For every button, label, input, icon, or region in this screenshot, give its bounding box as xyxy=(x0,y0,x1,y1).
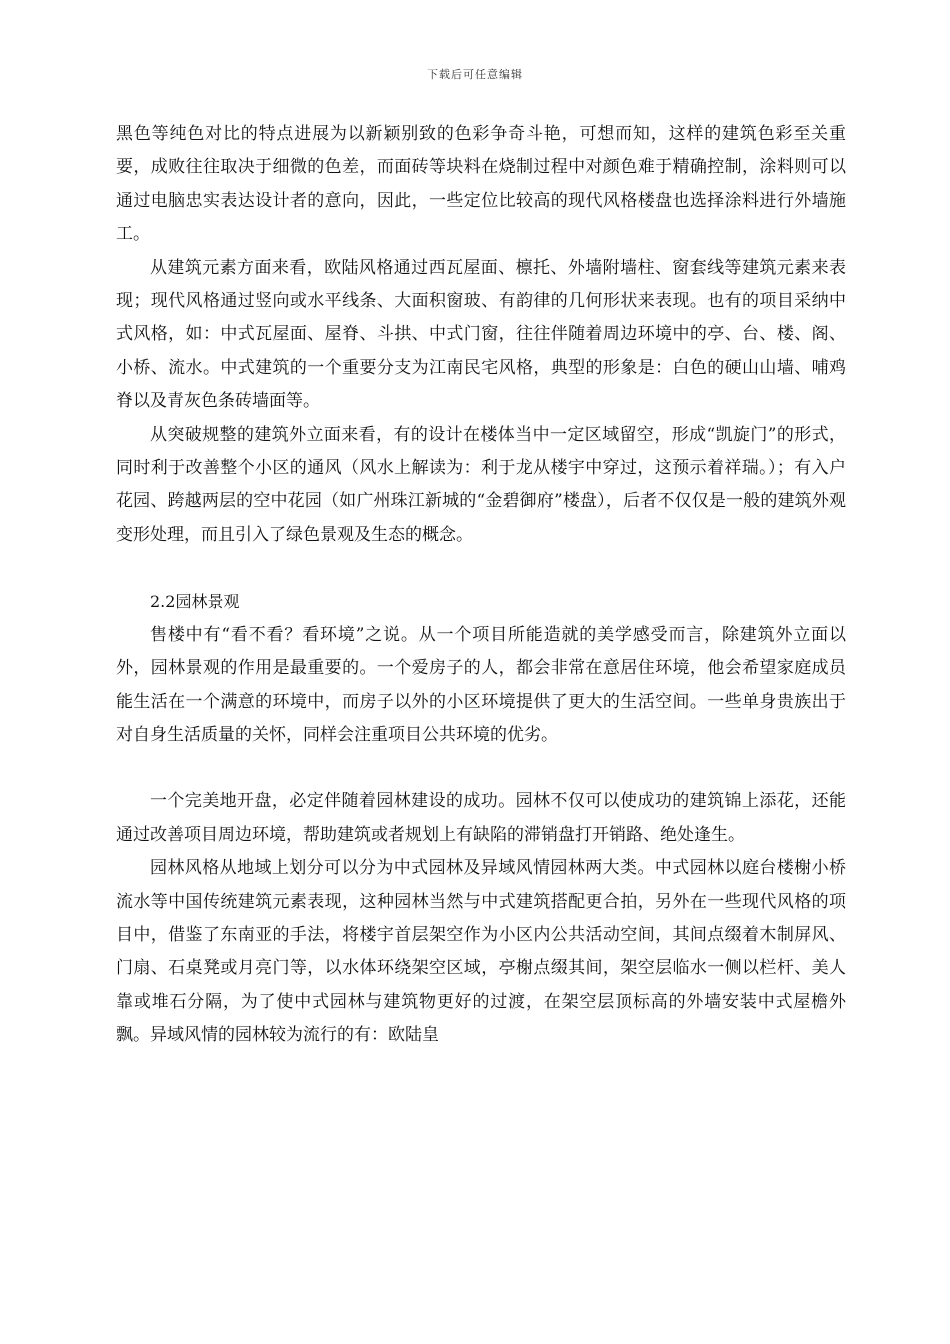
paragraph-building-color: 黑色等纯色对比的特点进展为以新颖别致的色彩争奇斗艳，可想而知，这样的建筑色彩至关重要，成败往往取决于细微的色差，而面砖等块料在烧制过程中对颜色难于精确控制，涂料则可以通过电脑忠实表达设计者的意向，因此，一些定位比较高的现代风格楼盘也选择涂料进行外墙施工。 xyxy=(116,124,846,245)
paragraph-building-elements: 从建筑元素方面来看，欧陆风格通过西瓦屋面、檩托、外墙附墙柱、窗套线等建筑元素来表现；现代风格通过竖向或水平线条、大面积窗玻、有韵律的几何形状来表现。也有的项目采纳中式风格，如：中式瓦屋面、屋脊、斗拱、中式门窗，往往伴随着周边环境中的亭、台、楼、阁、小桥、流水。中式建筑的一个重要分支为江南民宅风格，典型的形象是：白色的硬山山墙、哺鸡脊以及青灰色条砖墙面等。 xyxy=(116,257,846,412)
paragraph-garden-success: 一个完美地开盘，必定伴随着园林建设的成功。园林不仅可以使成功的建筑锦上添花，还能通过改善项目周边环境，帮助建筑或者规划上有缺陷的滞销盘打开销路、绝处逢生。 xyxy=(116,791,846,845)
paragraph-landscape-importance: 售楼中有“看不看？看环境”之说。从一个项目所能造就的美学感受而言，除建筑外立面以外，园林景观的作用是最重要的。一个爱房子的人，都会非常在意居住环境，他会希望家庭成员能生活在一个满意的环境中，而房子以外的小区环境提供了更大的生活空间。一些单身贵族出于对自身生活质量的关怀，同样会注重项目公共环境的优劣。 xyxy=(116,624,846,745)
paragraph-facade-breakthrough: 从突破规整的建筑外立面来看，有的设计在楼体当中一定区域留空，形成“凯旋门”的形式，同时利于改善整个小区的通风（风水上解读为：利于龙从楼宇中穿过，这预示着祥瑞。）；有入户花园、跨越两层的空中花园（如广州珠江新城的“金碧御府”楼盘），后者不仅仅是一般的建筑外观变形处理，而且引入了绿色景观及生态的概念。 xyxy=(116,424,846,545)
section-heading-landscape: 2.2园林景观 xyxy=(150,592,240,612)
document-body xyxy=(116,118,846,1053)
paragraph-garden-styles: 园林风格从地域上划分可以分为中式园林及异域风情园林两大类。中式园林以庭台楼榭小桥流水等中国传统建筑元素表现，这种园林当然与中式建筑搭配更合拍，另外在一些现代风格的项目中，借鉴了东南亚的手法，将楼宇首层架空作为小区内公共活动空间，其间点缀着木制屏风、门扇、石桌凳或月亮门等，以水体环绕架空区域，亭榭点缀其间，架空层临水一侧以栏杆、美人靠或堆石分隔，为了使中式园林与建筑物更好的过渡，在架空层顶标高的外墙安装中式屋檐外飘。异域风情的园林较为流行的有：欧陆皇 xyxy=(116,858,846,1046)
page-header: 下载后可任意编辑 xyxy=(427,68,523,81)
